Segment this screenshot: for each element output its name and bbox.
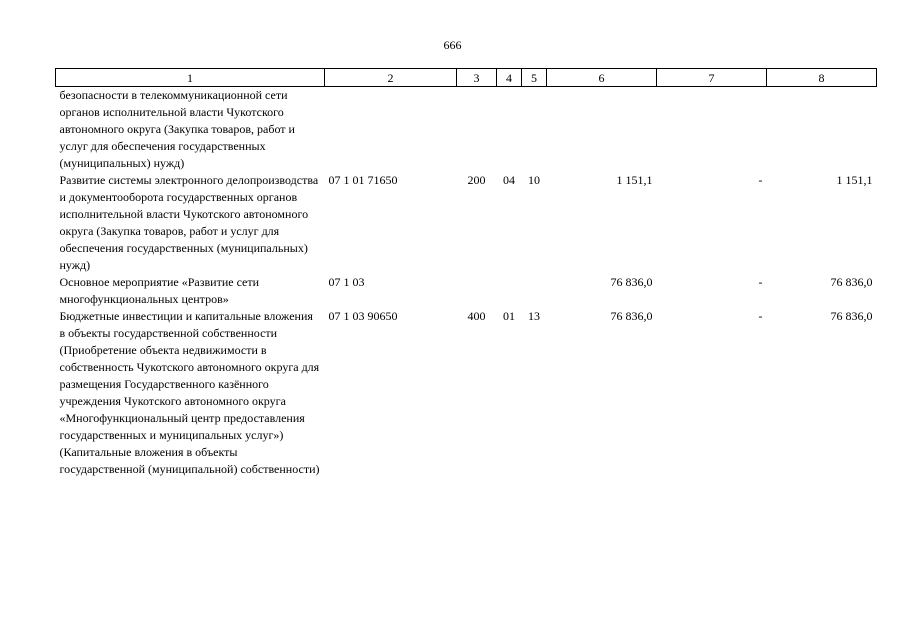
row-section: [497, 274, 522, 308]
row-amount-col7: [657, 87, 767, 173]
row-expense-type: [457, 274, 497, 308]
row-expense-type: 400: [467, 309, 486, 323]
row-amount-col8: 1 151,1: [836, 173, 873, 187]
column-header-1: 1: [56, 69, 325, 87]
budget-table: [55, 68, 877, 478]
row-target-code: 07 1 03: [328, 275, 365, 289]
column-header-2: 2: [325, 69, 457, 87]
row-amount-col6: 76 836,0: [610, 275, 653, 289]
table-row: [56, 87, 877, 173]
row-amount-col7: -: [758, 309, 763, 323]
row-target-code: 07 1 03 90650: [328, 309, 398, 323]
table-header: [56, 69, 877, 87]
row-section: 01: [503, 309, 515, 323]
row-section: 04: [503, 173, 515, 187]
row-expense-type: [457, 87, 497, 173]
row-expense-type: 200: [467, 173, 486, 187]
table-row: [56, 274, 877, 308]
header-row: [56, 69, 877, 87]
row-name: Развитие системы электронного делопроизводства и документооборота государственных органов исполнительной власти Чукотского автономного округа (Закупка товаров, работ и услуг для обеспечения государственных (муниципальных) нужд): [59, 173, 319, 272]
row-amount-col8: 76 836,0: [830, 309, 873, 323]
row-amount-col8: 76 836,0: [830, 275, 873, 289]
row-amount-col8: [767, 87, 877, 173]
column-header-7: 7: [657, 69, 767, 87]
column-header-6: 6: [547, 69, 657, 87]
row-name: безопасности в телекоммуникационной сети органов исполнительной власти Чукотского автономного округа (Закупка товаров, работ и услуг для обеспечения государственных (муниципальных) нужд): [59, 88, 295, 170]
row-subsection: 10: [528, 173, 540, 187]
row-name: Бюджетные инвестиции и капитальные вложения в объекты государственной собственности (Приобретение объекта недвижимости в собственность Чукотского автономного округа для размещения Государственного казённого учреждения Чукотского автономного округа «Многофункциональный центр предоставления государственных и муниципальных услуг») (Капитальные вложения в объекты государственной (муниципальной) собственности): [59, 309, 320, 476]
row-amount-col6: 76 836,0: [610, 309, 653, 323]
column-header-4: 4: [497, 69, 522, 87]
row-name: Основное мероприятие «Развитие сети многофункциональных центров»: [59, 275, 260, 306]
column-header-8: 8: [767, 69, 877, 87]
column-header-5: 5: [522, 69, 547, 87]
column-header-3: 3: [457, 69, 497, 87]
row-section: [497, 87, 522, 173]
row-amount-col6: 1 151,1: [616, 173, 653, 187]
row-amount-col7: -: [758, 173, 763, 187]
row-amount-col6: [547, 87, 657, 173]
row-amount-col7: -: [758, 275, 763, 289]
row-target-code: [325, 87, 457, 173]
row-subsection: 13: [528, 309, 540, 323]
row-subsection: [522, 274, 547, 308]
table-row: [56, 172, 877, 274]
row-target-code: 07 1 01 71650: [328, 173, 398, 187]
table-row: [56, 308, 877, 478]
page-number: 666: [443, 38, 462, 52]
row-subsection: [522, 87, 547, 173]
table-body: [56, 87, 877, 479]
